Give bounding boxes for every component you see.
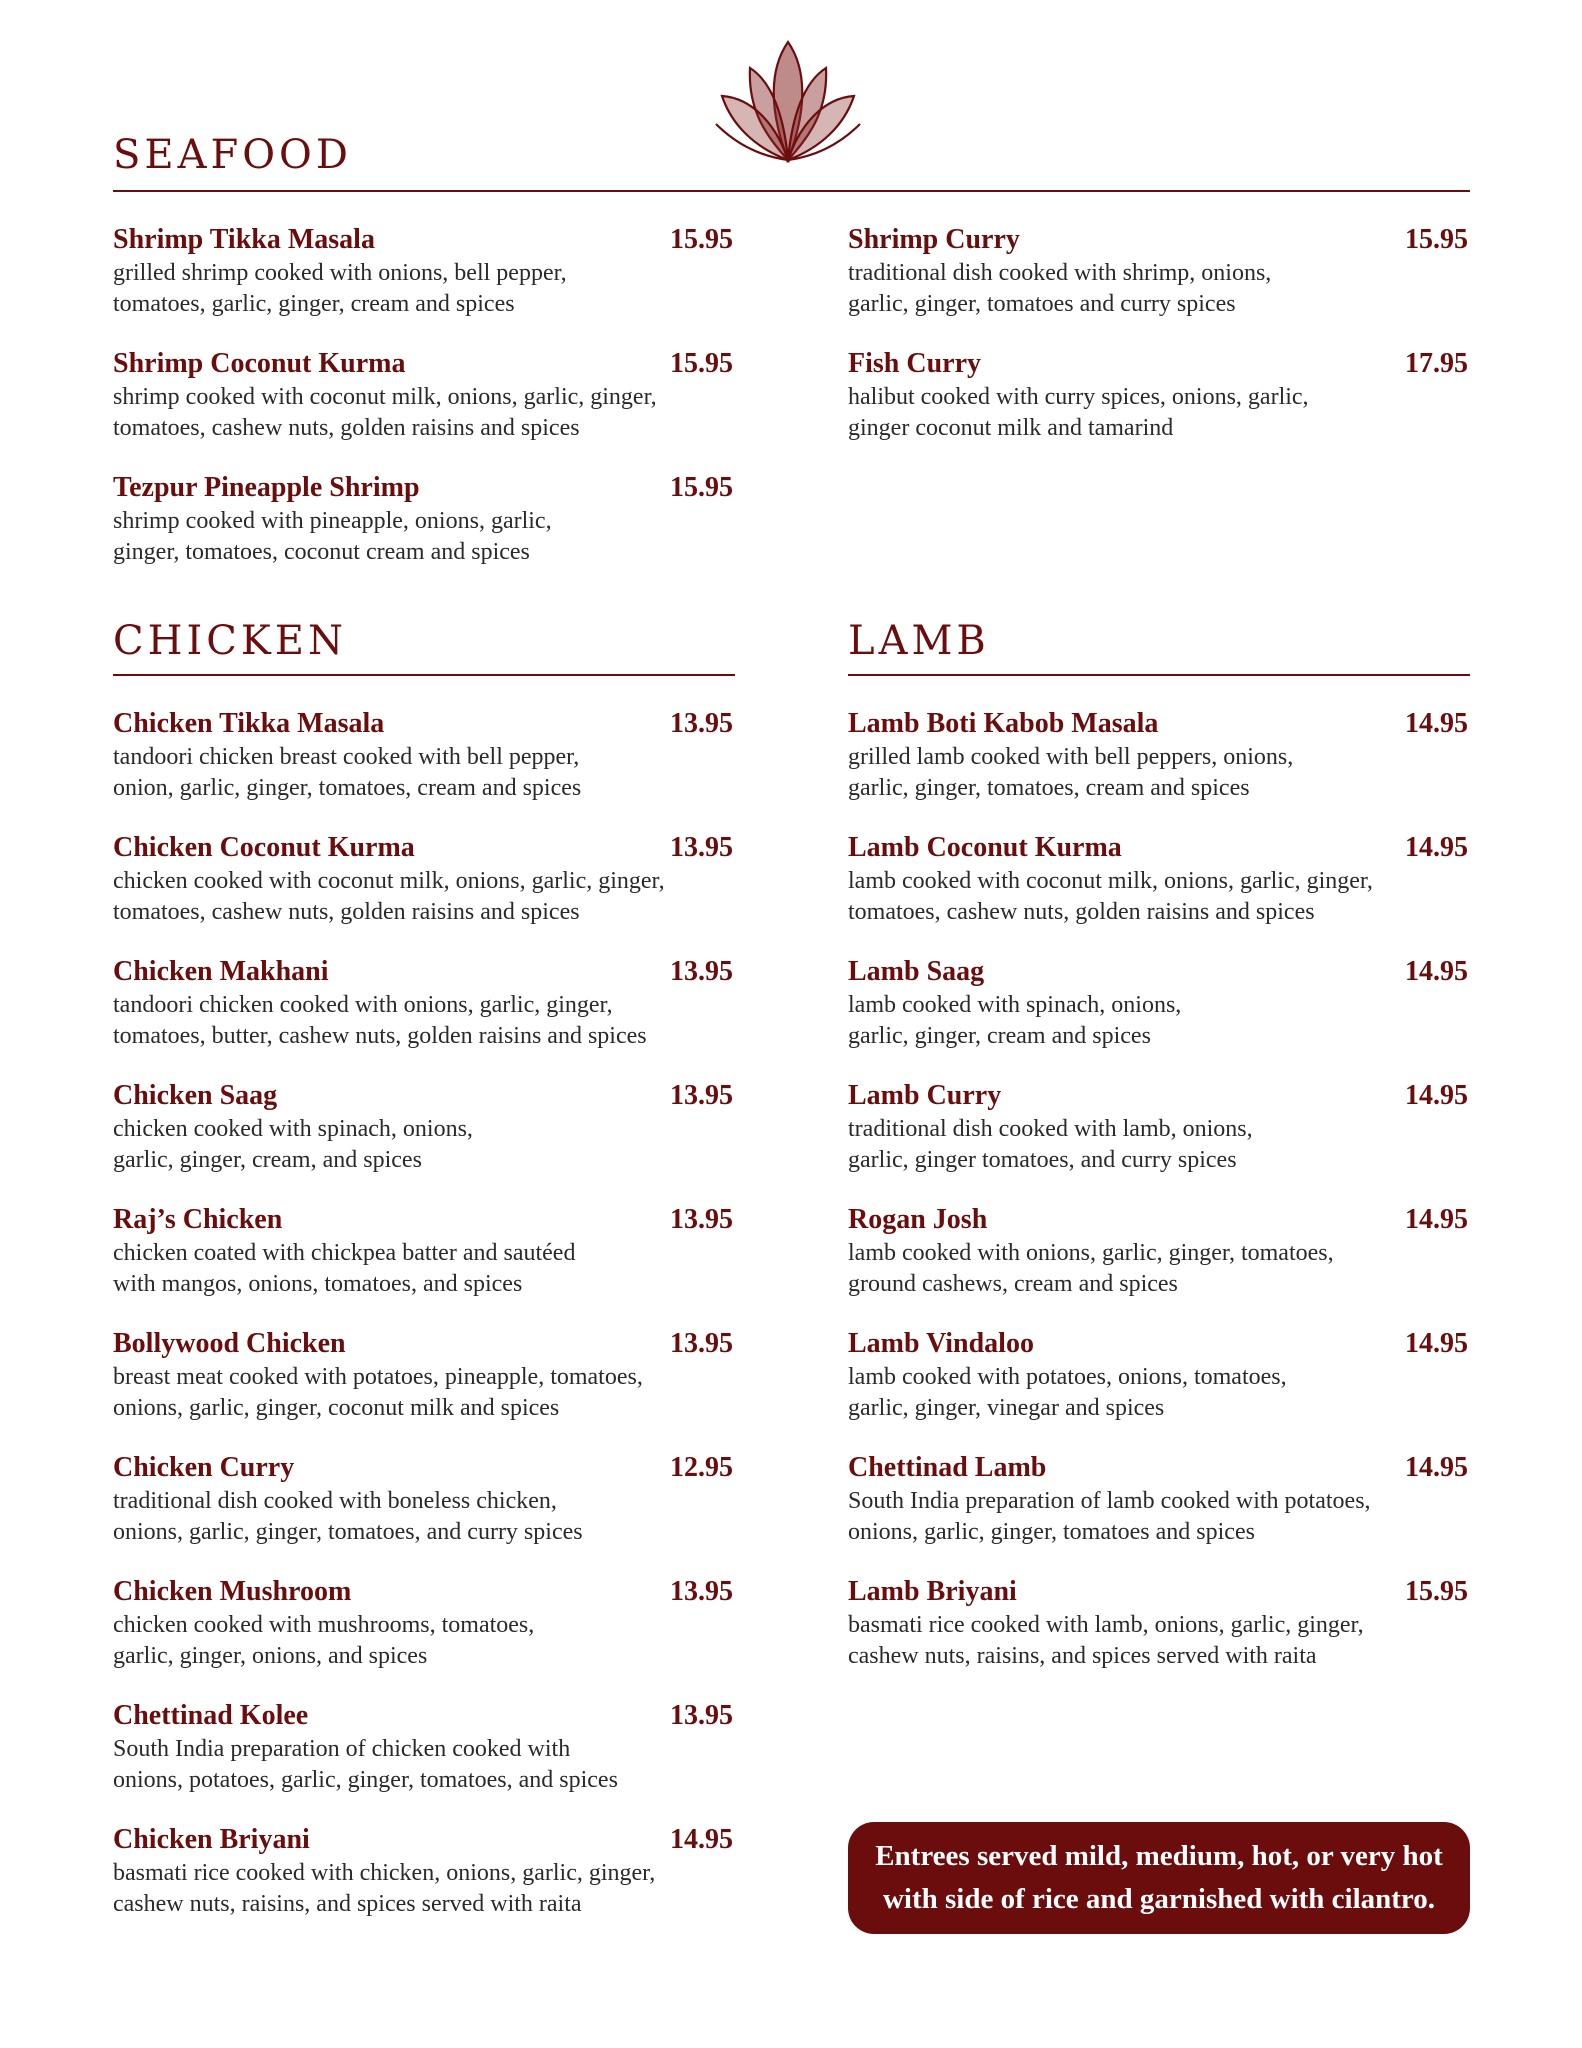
item-description: traditional dish cooked with boneless chicken, onions, garlic, ginger, tomatoes, and curry spices [113,1488,583,1545]
item-price: 13.95 [670,1080,733,1111]
item-name: Chicken Curry [113,1452,295,1483]
item-description: South India preparation of lamb cooked with potatoes, onions, garlic, ginger, tomatoes and spices [848,1488,1371,1545]
item-name: Rogan Josh [848,1204,988,1235]
item-price: 12.95 [670,1452,733,1483]
menu-item [848,1328,1468,1424]
menu-item [113,832,733,928]
menu-item [113,348,733,444]
item-name: Lamb Boti Kabob Masala [848,708,1159,739]
item-price: 13.95 [670,956,733,987]
item-name: Chicken Mushroom [113,1576,352,1607]
item-description: basmati rice cooked with chicken, onions, garlic, ginger, cashew nuts, raisins, and spices served with raita [113,1860,656,1917]
menu-item [113,1576,733,1672]
menu-item [848,1080,1468,1176]
section-title-seafood: SEAFOOD [113,132,352,178]
menu-item [113,1204,733,1300]
item-description: tandoori chicken cooked with onions, garlic, ginger, tomatoes, butter, cashew nuts, golden raisins and spices [113,992,647,1049]
item-price: 15.95 [670,472,733,503]
item-price: 13.95 [670,1700,733,1731]
item-description: chicken coated with chickpea batter and sautéed with mangos, onions, tomatoes, and spices [113,1240,576,1297]
item-name: Chicken Coconut Kurma [113,832,415,863]
menu-item [113,956,733,1052]
note-line: Entrees served mild, medium, hot, or very hot [875,1840,1443,1872]
item-name: Shrimp Tikka Masala [113,224,375,255]
item-description: breast meat cooked with potatoes, pineapple, tomatoes, onions, garlic, ginger, coconut milk and spices [113,1364,643,1421]
section-divider [848,674,1470,676]
item-description: chicken cooked with coconut milk, onions, garlic, ginger, tomatoes, cashew nuts, golden raisins and spices [113,868,665,925]
item-description: grilled lamb cooked with bell peppers, onions, garlic, ginger, tomatoes, cream and spices [848,744,1294,801]
item-name: Bollywood Chicken [113,1328,346,1359]
item-description: halibut cooked with curry spices, onions, garlic, ginger coconut milk and tamarind [848,384,1309,441]
section-title-chicken: CHICKEN [113,618,347,664]
item-description: chicken cooked with spinach, onions, garlic, ginger, cream, and spices [113,1116,473,1173]
item-name: Shrimp Curry [848,224,1020,255]
item-name: Shrimp Coconut Kurma [113,348,406,379]
menu-item [848,832,1468,928]
item-name: Chettinad Kolee [113,1700,309,1731]
menu-item [848,956,1468,1052]
item-description: lamb cooked with onions, garlic, ginger, tomatoes, ground cashews, cream and spices [848,1240,1334,1297]
item-price: 14.95 [1405,1080,1468,1111]
section-divider [113,674,735,676]
item-name: Lamb Saag [848,956,985,987]
item-name: Fish Curry [848,348,981,379]
menu-item [848,348,1468,444]
section-divider [113,190,1470,192]
item-description: lamb cooked with coconut milk, onions, garlic, ginger, tomatoes, cashew nuts, golden raisins and spices [848,868,1373,925]
item-description: grilled shrimp cooked with onions, bell pepper, tomatoes, garlic, ginger, cream and spices [113,260,567,317]
item-price: 14.95 [1405,832,1468,863]
menu-item [848,1452,1468,1548]
item-price: 17.95 [1405,348,1468,379]
item-name: Chicken Tikka Masala [113,708,385,739]
item-price: 15.95 [1405,224,1468,255]
item-name: Lamb Vindaloo [848,1328,1034,1359]
menu-item [113,1452,733,1548]
item-name: Chicken Saag [113,1080,278,1111]
item-name: Chicken Makhani [113,956,329,987]
menu-item [848,224,1468,320]
menu-item [113,1080,733,1176]
section-title-lamb: LAMB [848,618,990,664]
entree-note [848,1822,1470,1934]
item-price: 14.95 [670,1824,733,1855]
item-description: chicken cooked with mushrooms, tomatoes, garlic, ginger, onions, and spices [113,1612,535,1669]
item-name: Lamb Curry [848,1080,1002,1111]
item-description: shrimp cooked with coconut milk, onions, garlic, ginger, tomatoes, cashew nuts, golden raisins and spices [113,384,657,441]
item-description: lamb cooked with spinach, onions, garlic, ginger, cream and spices [848,992,1182,1049]
item-price: 15.95 [1405,1576,1468,1607]
item-name: Chettinad Lamb [848,1452,1047,1483]
note-line: with side of rice and garnished with cilantro. [882,1883,1436,1915]
menu-item [113,224,733,320]
item-price: 13.95 [670,708,733,739]
menu-item [113,708,733,804]
item-price: 13.95 [670,1576,733,1607]
item-price: 14.95 [1405,1328,1468,1359]
item-description: lamb cooked with potatoes, onions, tomatoes, garlic, ginger, vinegar and spices [848,1364,1287,1421]
lotus-icon [708,38,868,168]
item-price: 15.95 [670,224,733,255]
item-description: shrimp cooked with pineapple, onions, garlic, ginger, tomatoes, coconut cream and spices [113,508,552,565]
menu-item [848,708,1468,804]
item-description: traditional dish cooked with lamb, onions, garlic, ginger tomatoes, and curry spices [848,1116,1253,1173]
menu-item [848,1204,1468,1300]
item-price: 14.95 [1405,1204,1468,1235]
item-price: 14.95 [1405,956,1468,987]
item-price: 15.95 [670,348,733,379]
item-name: Tezpur Pineapple Shrimp [113,472,420,503]
item-description: South India preparation of chicken cooked with onions, potatoes, garlic, ginger, tomatoes, and spices [113,1736,618,1793]
item-description: traditional dish cooked with shrimp, onions, garlic, ginger, tomatoes and curry spices [848,260,1272,317]
item-price: 13.95 [670,1328,733,1359]
menu-item [848,1576,1468,1672]
item-description: tandoori chicken breast cooked with bell pepper, onion, garlic, ginger, tomatoes, cream and spices [113,744,582,801]
item-price: 14.95 [1405,1452,1468,1483]
item-name: Chicken Briyani [113,1824,310,1855]
item-name: Lamb Briyani [848,1576,1017,1607]
menu-item [113,1824,733,1920]
item-description: basmati rice cooked with lamb, onions, garlic, ginger, cashew nuts, raisins, and spices served with raita [848,1612,1364,1669]
menu-item [113,472,733,568]
item-name: Lamb Coconut Kurma [848,832,1122,863]
menu-item [113,1700,733,1796]
item-price: 14.95 [1405,708,1468,739]
menu-item [113,1328,733,1424]
item-price: 13.95 [670,832,733,863]
item-price: 13.95 [670,1204,733,1235]
item-name: Raj’s Chicken [113,1204,283,1235]
